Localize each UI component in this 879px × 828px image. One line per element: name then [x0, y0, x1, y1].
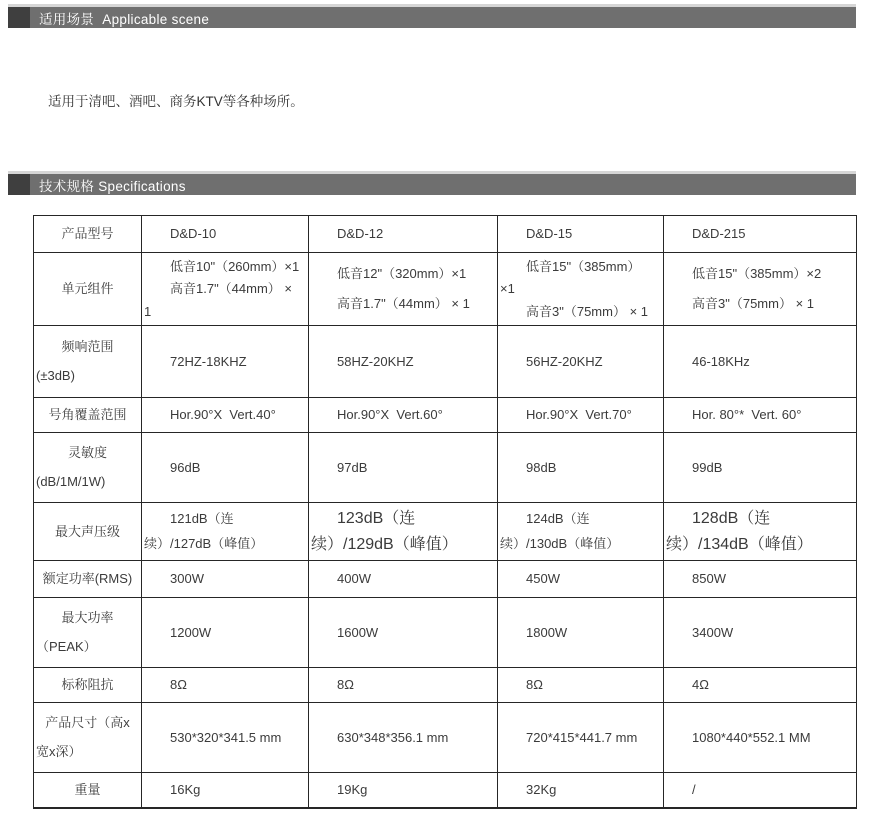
cell-content [664, 703, 856, 772]
spec-value-text: 123dB（连 [337, 509, 416, 527]
spec-value-cell [142, 503, 309, 561]
spec-value-cell [309, 253, 498, 326]
cell-content [664, 253, 856, 325]
spec-value-text: 续）/134dB（峰值） [666, 535, 813, 553]
spec-value-text: 8Ω [170, 677, 187, 693]
cell-content [664, 433, 856, 502]
header-text: D&D-10 [170, 226, 217, 242]
spec-value-text: 850W [692, 571, 726, 587]
cell-content [498, 668, 663, 702]
spec-value-cell [498, 398, 664, 433]
spec-value-text: Hor. 80°* Vert. 60° [692, 407, 802, 423]
spec-value-text: 续）/130dB（峰值） [500, 536, 620, 552]
cell-content [309, 253, 497, 325]
spec-value-text: 97dB [337, 459, 368, 475]
spec-value-text: 1080*440*552.1 MM [692, 729, 811, 745]
spec-value-cell [142, 398, 309, 433]
header-text: D&D-15 [526, 226, 573, 242]
row-label-text: 标称阻抗 [61, 677, 114, 693]
cell-content [34, 773, 141, 807]
row-label-header-cell [34, 216, 142, 253]
spec-value-cell [142, 253, 309, 326]
column-header-cell [309, 216, 498, 253]
table-row [34, 398, 857, 433]
spec-value-cell [309, 668, 498, 703]
spec-value-text: 72HZ-18KHZ [170, 353, 247, 369]
row-label-cell [34, 668, 142, 703]
cell-content [34, 668, 141, 702]
table-row [34, 668, 857, 703]
spec-value-cell [664, 253, 857, 326]
table-row [34, 326, 857, 398]
spec-value-cell [142, 561, 309, 598]
cell-content [664, 773, 856, 807]
spec-value-cell [664, 561, 857, 598]
spec-value-cell [142, 598, 309, 668]
table-row [34, 598, 857, 668]
specs-section-title: 技术规格 Specifications [39, 178, 186, 194]
spec-value-text: 3400W [692, 624, 734, 640]
cell-content [34, 433, 141, 502]
spec-value-cell [498, 703, 664, 773]
spec-value-text: 1 [144, 303, 152, 319]
cell-content [142, 503, 308, 560]
row-label-text: 单元组件 [61, 281, 114, 297]
spec-value-text: 低音15"（385mm） [526, 258, 641, 274]
cell-content [664, 398, 856, 432]
row-label-text: 频响范围 [61, 338, 114, 354]
spec-value-text: 低音15"（385mm）×2 [692, 266, 822, 282]
spec-value-cell [664, 503, 857, 561]
table-body [34, 253, 857, 809]
spec-value-text: 高音1.7"（44mm） × 1 [337, 296, 470, 312]
row-label-text: 产品尺寸（高x [45, 715, 130, 731]
spec-value-text: 300W [170, 571, 204, 587]
cell-content [498, 703, 663, 772]
row-label-text: 宽x深） [36, 744, 82, 760]
table-header-row [34, 216, 857, 253]
row-label-text: 号角覆盖范围 [48, 407, 127, 423]
spec-value-text: 121dB（连 [170, 511, 234, 527]
spec-value-cell [309, 398, 498, 433]
spec-value-cell [498, 773, 664, 809]
spec-value-cell [664, 598, 857, 668]
cell-content [309, 433, 497, 502]
row-label-text: (±3dB) [36, 368, 75, 384]
spec-value-cell [498, 598, 664, 668]
spec-value-cell [309, 503, 498, 561]
spec-value-text: 58HZ-20KHZ [337, 353, 414, 369]
spec-value-text: 8Ω [337, 677, 354, 693]
specs-section-bar [8, 171, 856, 195]
cell-content [34, 216, 141, 252]
spec-value-cell [664, 326, 857, 398]
cell-content [34, 253, 141, 325]
cell-content [309, 773, 497, 807]
spec-value-text: 96dB [170, 459, 201, 475]
cell-content [664, 668, 856, 702]
spec-value-text: 99dB [692, 459, 723, 475]
spec-value-text: 8Ω [526, 677, 543, 693]
table-row [34, 773, 857, 809]
spec-value-cell [142, 703, 309, 773]
spec-value-text: 低音10"（260mm）×1 [170, 258, 300, 274]
spec-value-cell [309, 326, 498, 398]
cell-content [498, 216, 663, 252]
spec-value-text: 1200W [170, 624, 212, 640]
spec-value-cell [664, 668, 857, 703]
cell-content [142, 668, 308, 702]
row-label-text: 重量 [74, 782, 101, 798]
spec-value-text: 124dB（连 [526, 511, 590, 527]
spec-value-text: 16Kg [170, 782, 201, 798]
spec-value-text: 720*415*441.7 mm [526, 729, 638, 745]
row-label-text: （PEAK） [36, 639, 97, 655]
spec-value-cell [142, 773, 309, 809]
cell-content [34, 561, 141, 597]
spec-value-text: 56HZ-20KHZ [526, 353, 603, 369]
cell-content [498, 561, 663, 597]
spec-value-cell [309, 773, 498, 809]
spec-value-text: 98dB [526, 459, 557, 475]
spec-value-text: 高音3"（75mm） × 1 [692, 296, 815, 312]
column-header-cell [498, 216, 664, 253]
spec-value-text: 46-18KHz [692, 353, 750, 369]
cell-content [142, 216, 308, 252]
cell-content [309, 326, 497, 397]
row-label-text: 额定功率(RMS) [42, 571, 133, 587]
cell-content [309, 216, 497, 252]
cell-content [34, 598, 141, 667]
spec-value-cell [498, 433, 664, 503]
spec-value-cell [309, 598, 498, 668]
row-label-text: (dB/1M/1W) [36, 474, 106, 490]
scene-description: 适用于清吧、酒吧、商务KTV等各种场所。 [48, 94, 304, 109]
column-header-cell [142, 216, 309, 253]
cell-content [498, 398, 663, 432]
cell-content [34, 703, 141, 772]
bar-accent-block [8, 174, 30, 195]
spec-value-text: 续）/129dB（峰值） [311, 535, 458, 553]
cell-content [34, 503, 141, 560]
bar-accent-block [8, 7, 30, 28]
column-header-cell [664, 216, 857, 253]
table-row [34, 503, 857, 561]
cell-content [664, 326, 856, 397]
cell-content [309, 398, 497, 432]
header-text: D&D-215 [692, 226, 746, 242]
spec-value-text: 高音3"（75mm） × 1 [526, 303, 649, 319]
spec-value-cell [142, 326, 309, 398]
spec-value-text: 续）/127dB（峰值） [144, 536, 264, 552]
cell-content [142, 773, 308, 807]
spec-value-cell [664, 398, 857, 433]
spec-value-text: 32Kg [526, 782, 557, 798]
row-label-cell [34, 773, 142, 809]
cell-content [142, 253, 308, 325]
cell-content [309, 668, 497, 702]
spec-value-text: 530*320*341.5 mm [170, 729, 282, 745]
cell-content [498, 598, 663, 667]
row-label-cell [34, 433, 142, 503]
specifications-table [33, 215, 857, 809]
cell-content [142, 598, 308, 667]
cell-content [34, 326, 141, 397]
spec-value-cell [309, 561, 498, 598]
table-row [34, 433, 857, 503]
cell-content [498, 253, 663, 325]
row-label-cell [34, 561, 142, 598]
row-label-cell [34, 598, 142, 668]
spec-value-text: 1800W [526, 624, 568, 640]
spec-value-cell [309, 703, 498, 773]
header-text: D&D-12 [337, 226, 384, 242]
spec-value-text: 高音1.7"（44mm） × [170, 281, 293, 297]
spec-value-text: Hor.90°X Vert.70° [526, 407, 632, 423]
row-label-cell [34, 503, 142, 561]
spec-value-cell [498, 253, 664, 326]
cell-content [142, 561, 308, 597]
spec-value-cell [142, 433, 309, 503]
cell-content [142, 433, 308, 502]
spec-value-cell [664, 773, 857, 809]
cell-content [309, 561, 497, 597]
row-label-cell [34, 703, 142, 773]
row-label-cell [34, 398, 142, 433]
cell-content [498, 773, 663, 807]
cell-content [142, 398, 308, 432]
spec-value-cell [664, 703, 857, 773]
spec-value-cell [664, 433, 857, 503]
cell-content [664, 561, 856, 597]
row-label-text: 灵敏度 [67, 445, 107, 461]
cell-content [309, 503, 497, 560]
table-row [34, 703, 857, 773]
spec-value-text: ×1 [500, 281, 515, 297]
row-label-cell [34, 326, 142, 398]
cell-content [664, 503, 856, 560]
table-row [34, 561, 857, 598]
cell-content [309, 598, 497, 667]
cell-content [142, 703, 308, 772]
spec-value-text: 19Kg [337, 782, 368, 798]
spec-value-text: 128dB（连 [692, 509, 771, 527]
cell-content [498, 433, 663, 502]
scene-section-bar [8, 4, 856, 28]
spec-value-cell [142, 668, 309, 703]
row-label-cell [34, 253, 142, 326]
cell-content [664, 598, 856, 667]
row-label-text: 最大功率 [61, 610, 114, 626]
page [0, 4, 879, 809]
cell-content [664, 216, 856, 252]
cell-content [498, 503, 663, 560]
spec-value-text: 1600W [337, 624, 379, 640]
row-label-text: 最大声压级 [54, 523, 120, 539]
cell-content [142, 326, 308, 397]
spec-value-cell [498, 326, 664, 398]
spec-value-text: 630*348*356.1 mm [337, 729, 449, 745]
spec-value-cell [498, 668, 664, 703]
cell-content [309, 703, 497, 772]
spec-value-cell [309, 433, 498, 503]
spec-value-text: 400W [337, 571, 371, 587]
spec-value-text: Hor.90°X Vert.40° [170, 407, 276, 423]
spec-value-text: 4Ω [692, 677, 709, 693]
spec-value-text: 低音12"（320mm）×1 [337, 266, 467, 282]
spec-value-cell [498, 503, 664, 561]
cell-content [498, 326, 663, 397]
header-text: 产品型号 [61, 226, 114, 242]
spec-value-text: 450W [526, 571, 560, 587]
spec-value-text: / [692, 782, 696, 798]
cell-content [34, 398, 141, 432]
scene-section-title: 适用场景 Applicable scene [39, 11, 210, 27]
table-row [34, 253, 857, 326]
spec-value-cell [498, 561, 664, 598]
spec-value-text: Hor.90°X Vert.60° [337, 407, 443, 423]
